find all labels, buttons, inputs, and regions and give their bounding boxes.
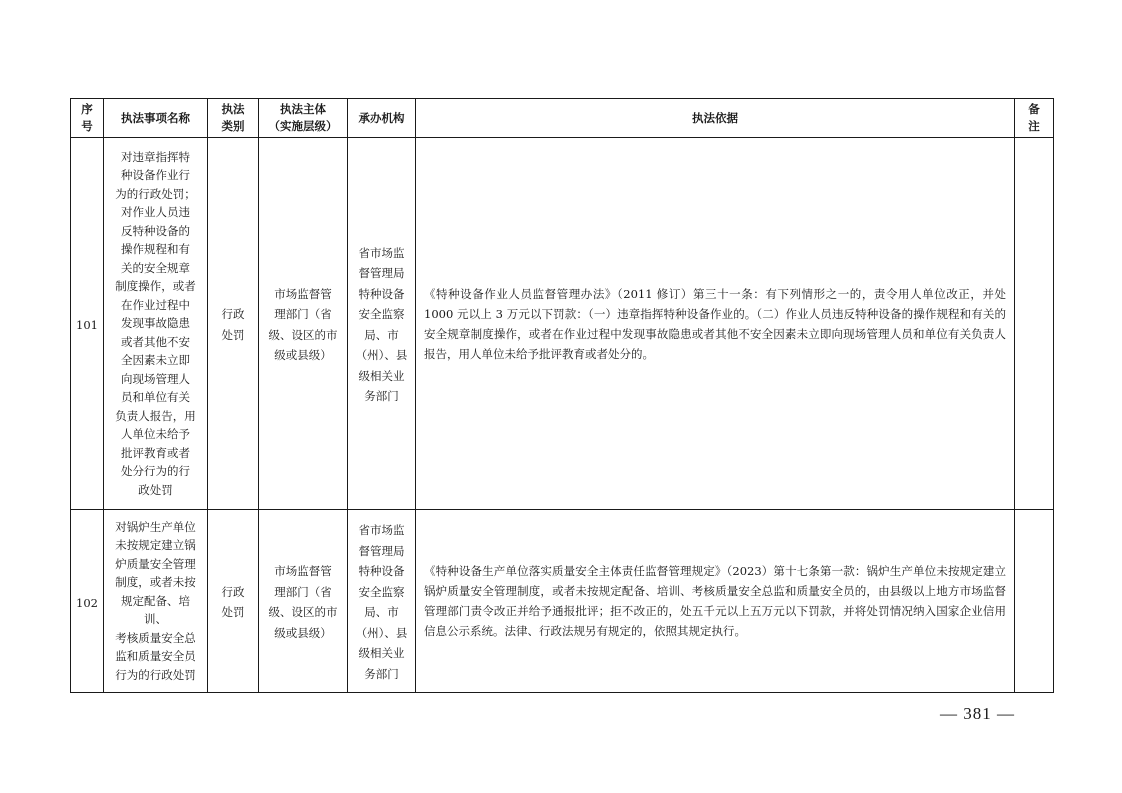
row-category	[208, 138, 259, 510]
header-agency: 承办机构	[348, 99, 416, 138]
header-item-name: 执法事项名称	[104, 99, 208, 138]
row-basis	[416, 510, 1015, 693]
header-remarks: 备 注	[1015, 99, 1054, 138]
table-row	[71, 138, 1054, 510]
row-item-name-text: 对锅炉生产单位 未按规定建立锅 炉质量安全管理 制度，或者未按 规定配备、培训、 考核质量安全总 监和质量安全员 行为的行政处罚	[115, 519, 196, 682]
row-item-name	[104, 510, 208, 693]
row-remarks	[1015, 138, 1054, 510]
row-index	[71, 510, 104, 693]
row-category-text: 行政 处罚	[221, 584, 245, 619]
row-subject-text: 市场监督管 理部门（省 级、设区的市 级或县级）	[268, 564, 338, 640]
row-basis	[416, 138, 1015, 510]
row-item-name-text: 对违章指挥特 种设备作业行 为的行政处罚； 对作业人员违 反特种设备的 操作规程和有 关的安全规章 制度操作，或者 在作业过程中 发现事故隐患 或者其他不安 全因素未立即 向现场管理人 员和单位有关 负责人报告，用 人单位未给予 批评教育或者 处分行为的行 政处罚	[115, 149, 196, 497]
row-subject-text: 市场监督管 理部门（省 级、设区的市 级或县级）	[268, 286, 338, 362]
row-remarks	[1015, 510, 1054, 693]
law-enforcement-table	[70, 98, 1054, 693]
page-number: — 381 —	[940, 704, 1015, 723]
row-agency	[348, 138, 416, 510]
table-row	[71, 510, 1054, 693]
row-subject	[259, 510, 348, 693]
table-header-row	[71, 99, 1054, 138]
row-category	[208, 510, 259, 693]
row-agency-text: 省市场监 督管理局 特种设备 安全监察 局、市 （州）、县 级相关业 务部门	[355, 245, 408, 403]
row-basis-text: 《特种设备生产单位落实质量安全主体责任监督管理规定》（2023）第十七条第一款：锅炉生产单位未按规定建立锅炉质量安全管理制度，或者未按规定配备、培训、考核质量安全总监和质量安全员的，由县级以上地方市场监督管理部门责令改正并给予通报批评；拒不改正的，处五千元以上五万元以下罚款，并将处罚情况纳入国家企业信用信息公示系统。法律、行政法规另有规定的，依照其规定执行。	[424, 564, 1006, 638]
row-index-text: 101	[76, 318, 98, 332]
header-category: 执法 类别	[208, 99, 259, 138]
row-index-text: 102	[76, 595, 98, 610]
row-subject	[259, 138, 348, 510]
row-index	[71, 138, 104, 510]
header-index: 序 号	[71, 99, 104, 138]
header-basis: 执法依据	[416, 99, 1015, 138]
row-item-name	[104, 138, 208, 510]
row-category-text: 行政 处罚	[221, 307, 245, 342]
row-basis-text: 《特种设备作业人员监督管理办法》（2011 修订）第三十一条：有下列情形之一的，责令用人单位改正，并处 1000 元以上 3 万元以下罚款：（一）违章指挥特种设备作业的。（二）作业人员违反特种设备的操作规程和有关的安全规章制度操作，或者在作业过程中发现事故隐患或者其他不安全因素未立即向现场管理人员和单位有关负责人报告，用人单位未给予批评教育或者处分的。	[424, 286, 1006, 361]
row-agency	[348, 510, 416, 693]
header-subject: 执法主体 （实施层级）	[259, 99, 348, 138]
row-agency-text: 省市场监 督管理局 特种设备 安全监察 局、市 （州）、县 级相关业 务部门	[355, 523, 408, 681]
